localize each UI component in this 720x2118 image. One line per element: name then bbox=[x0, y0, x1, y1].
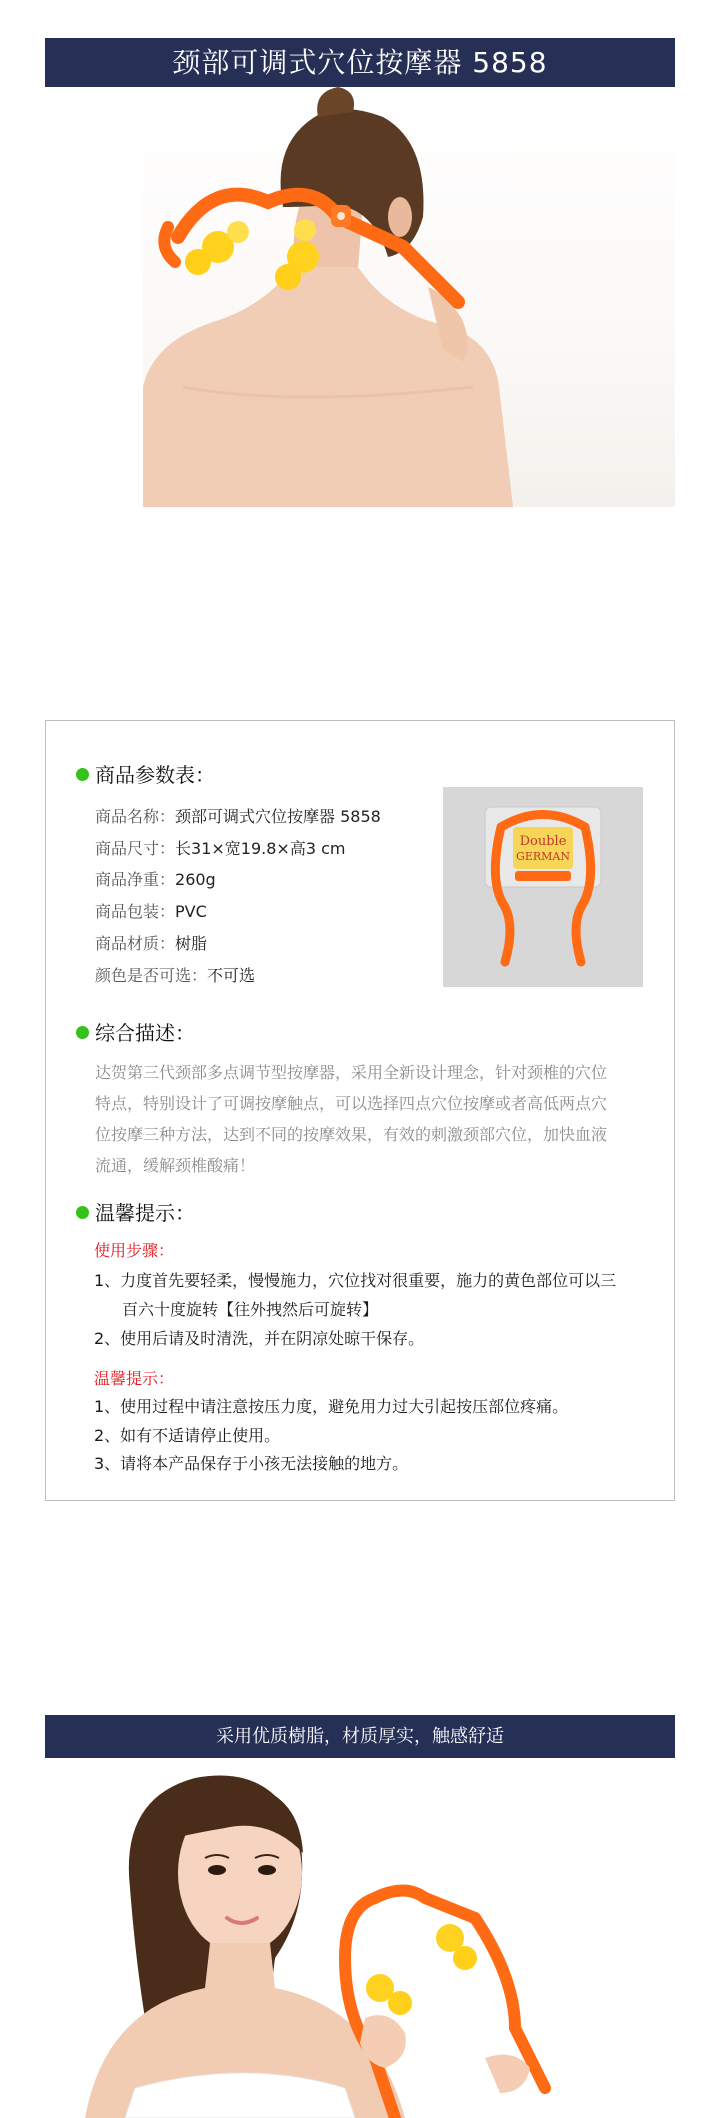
bullet-dot-icon bbox=[76, 1026, 89, 1039]
bullet-dot-icon bbox=[76, 1206, 89, 1219]
svg-text:GERMAN: GERMAN bbox=[516, 850, 570, 863]
bullet-dot-icon bbox=[76, 768, 89, 781]
description-heading: 综合描述： bbox=[76, 1017, 195, 1046]
param-row: 商品名称：颈部可调式穴位按摩器 5858 bbox=[95, 807, 381, 826]
description-text: 达贺第三代颈部多点调节型按摩器，采用全新设计理念，针对颈椎的穴位 特点，特别设计了可调按摩触点，可以选择四点穴位按摩或者高低两点穴 位按摩三种方法，达到不同的按摩效果，有效的刺激颈部穴位，加快血液 流通，缓解颈椎酸痛！ bbox=[95, 1063, 608, 1175]
warning-item: 1、使用过程中请注意按压力度，避免用力过大引起按压部位疼痛。 bbox=[94, 1397, 569, 1416]
tips-heading: 温馨提示： bbox=[76, 1197, 195, 1226]
step-item-continued: 百六十度旋转【往外拽然后可旋转】 bbox=[122, 1300, 379, 1319]
warnings-subheading: 温馨提示： bbox=[94, 1369, 175, 1388]
feature-banner-text: 采用优质樹脂，材质厚实，触感舒适 bbox=[216, 1726, 504, 1747]
params-heading: 商品参数表： bbox=[76, 759, 215, 788]
param-row: 颜色是否可选：不可选 bbox=[95, 966, 256, 985]
model-illustration bbox=[45, 1758, 675, 2118]
feature-banner bbox=[45, 1715, 675, 1758]
package-illustration bbox=[443, 787, 643, 987]
warning-item: 3、请将本产品保存于小孩无法接触的地方。 bbox=[94, 1454, 409, 1473]
param-row: 商品材质：树脂 bbox=[95, 934, 208, 953]
package-thumbnail bbox=[443, 787, 643, 987]
product-title-banner bbox=[45, 38, 675, 87]
param-row: 商品尺寸：长31×宽19.8×高3 cm bbox=[95, 839, 346, 858]
product-photo-back-view bbox=[143, 87, 675, 507]
step-item: 1、力度首先要轻柔，慢慢施力，穴位找对很重要，施力的黄色部位可以三 bbox=[94, 1271, 617, 1290]
product-title: 颈部可调式穴位按摩器 5858 bbox=[172, 46, 548, 79]
steps-subheading: 使用步骤： bbox=[94, 1241, 175, 1260]
param-row: 商品净重：260g bbox=[95, 870, 216, 889]
step-item: 2、使用后请及时清洗，并在阴凉处晾干保存。 bbox=[94, 1329, 425, 1348]
back-view-illustration bbox=[143, 87, 675, 507]
warning-item: 2、如有不适请停止使用。 bbox=[94, 1426, 281, 1445]
svg-text:Double: Double bbox=[519, 834, 567, 849]
product-photo-model bbox=[45, 1758, 675, 2118]
param-row: 商品包装：PVC bbox=[95, 902, 207, 921]
spec-card bbox=[45, 720, 675, 1501]
